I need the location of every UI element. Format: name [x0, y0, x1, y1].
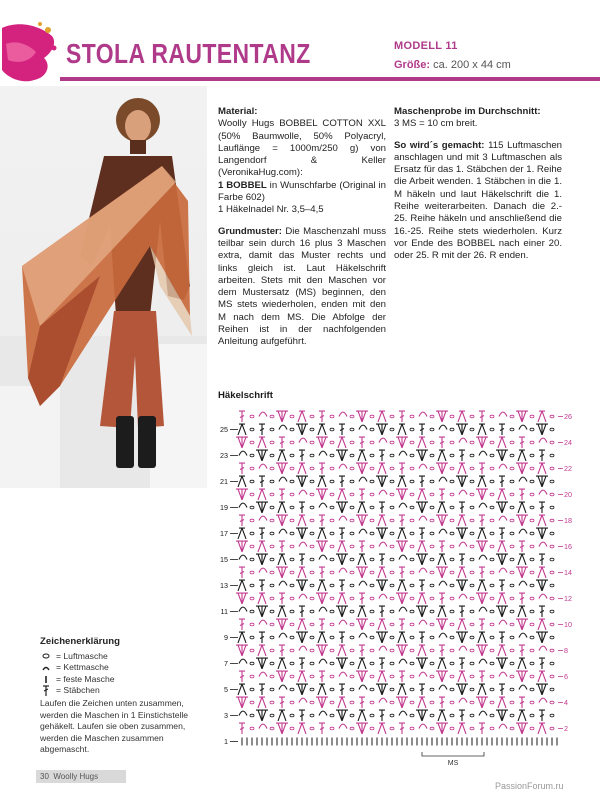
row-number-label: 11 [220, 607, 228, 616]
chart-row [239, 515, 554, 526]
row-number-label: 14 [564, 568, 572, 577]
chart-row [236, 593, 554, 604]
legend-label: = Luftmasche [56, 650, 108, 661]
chart-row [239, 606, 554, 617]
chart-row [236, 541, 554, 552]
row-number-label: 26 [564, 412, 572, 421]
row-number-label: 22 [564, 464, 572, 473]
row-number-label: 1 [224, 737, 228, 746]
double-crochet-icon [40, 685, 52, 697]
chart-row [239, 567, 554, 578]
brand-name: Woolly Hugs [53, 772, 99, 781]
legend-note: Laufen die Zeichen unten zusammen, werden die Maschen in 1 Einstichstelle gehäkelt. Laufen sie oben zusammen, werden die Maschen zusammen abgemascht. [40, 698, 189, 754]
row-number-label: 17 [220, 529, 228, 538]
legend-heading: Zeichenerklärung [40, 636, 120, 647]
chart-row [239, 554, 554, 565]
chart-row [239, 450, 554, 461]
legend-label: = Kettmasche [56, 662, 109, 672]
material-amount: 1 BOBBEL [218, 179, 267, 191]
grundmuster-text: Die Maschenzahl muss teilbar sein durch 16 plus 3 Maschen extra, damit das Muster rechts und links gleich ist. Laut Häkelschrift arbeiten. Stets mit den Maschen vor dem Mustersatz (MS) beginnen, den MS stets wiederholen, enden mit den M nach dem MS. Die Abfolge der Reihen ist in der nachfolgenden Anleitung aufgeführt. [218, 225, 386, 348]
row-number-label: 16 [564, 542, 572, 551]
row-number-label: 7 [224, 659, 228, 668]
page-title: STOLA RAUTENTANZ [66, 38, 311, 69]
row-number-label: 15 [220, 555, 228, 564]
chart-row [239, 502, 554, 513]
legend-label: = feste Masche [56, 673, 115, 684]
chart-row [239, 671, 554, 682]
instructions-text: 115 Luftmaschen anschlagen und mit 3 Luftmaschen als Ersatz für das 1. Stäbchen der 1. Reihe die Arbeit wenden. 1 Stäbchen in die 1. M häkeln und laut Häkelschrift die 1. Reihe weiterarbeiten. Danach die 2.- 25. Reihe häkeln und anschließend die 16.-25. Reihe stets wiederholen. Kurz vor Ende des BOBBEL nach einer 20. oder 25. R mit der 26. R enden. [394, 139, 562, 262]
row-number-label: 10 [564, 620, 572, 629]
grundmuster-section [218, 226, 386, 349]
repeat-label: MS [447, 760, 459, 767]
material-section [218, 106, 386, 217]
size-value: ca. 200 x 44 cm [433, 59, 511, 71]
row-number-label: 18 [564, 516, 572, 525]
row-number-label: 8 [564, 646, 568, 655]
row-number-label: 12 [564, 594, 572, 603]
instructions-heading: So wird´s gemacht: [394, 139, 485, 151]
single-crochet-icon [40, 675, 52, 684]
material-heading: Material: [218, 106, 258, 117]
chart-row [239, 658, 554, 669]
page-number: 30 [40, 772, 49, 781]
instructions-section [394, 140, 562, 263]
grundmuster-heading: Grundmuster: [218, 225, 282, 237]
row-number-label: 3 [224, 711, 228, 720]
material-color: in Wunschfarbe (Original in Farbe 602) [218, 179, 386, 204]
instructions-column [394, 106, 562, 272]
legend-item-chain [40, 651, 212, 663]
legend [40, 636, 212, 756]
row-number-label: 4 [564, 698, 568, 707]
material-column [218, 106, 386, 358]
model-photo [0, 86, 207, 488]
legend-item-double [40, 685, 212, 697]
chart-row [239, 411, 554, 422]
chart-row [239, 619, 554, 630]
chart-row [238, 580, 554, 591]
watermark: PassionForum.ru [495, 781, 564, 791]
row-number-label: 5 [224, 685, 228, 694]
slip-stitch-icon [40, 665, 52, 671]
row-number-label: 6 [564, 672, 568, 681]
row-number-label: 19 [220, 503, 228, 512]
model-number: MODELL 11 [394, 40, 458, 52]
row-number-label: 9 [224, 633, 228, 642]
legend-label: = Stäbchen [56, 685, 100, 696]
size-info [394, 59, 511, 71]
row-number-label: 25 [220, 425, 228, 434]
title-divider [60, 77, 600, 81]
chart-row [238, 632, 554, 643]
row-number-label: 24 [564, 438, 572, 447]
chart-row [238, 684, 554, 695]
chart-row [236, 697, 554, 708]
chart-title: Häkelschrift [218, 390, 273, 401]
chart-row [239, 463, 554, 474]
chart-row [242, 738, 557, 746]
repeat-bracket [422, 752, 484, 756]
gauge-section [394, 106, 562, 131]
chart-row [239, 710, 554, 721]
crochet-chart [216, 402, 588, 772]
chart-row [238, 528, 554, 539]
chart-row [239, 723, 554, 734]
chart-row [236, 489, 554, 500]
row-number-label: 23 [220, 451, 228, 460]
row-number-label: 21 [220, 477, 228, 486]
model-photo-illustration [0, 86, 207, 488]
row-number-label: 20 [564, 490, 572, 499]
chart-row [238, 476, 554, 487]
legend-item-slip [40, 662, 212, 674]
magenta-splash-graphic [0, 18, 58, 88]
row-number-label: 2 [564, 724, 568, 733]
chart-row [236, 437, 554, 448]
material-yarn: Woolly Hugs BOBBEL COTTON XXL (50% Baumwolle, 50% Polyacryl, Lauflänge = 1000m/250 g) von Langendorf & Keller (VeronikaHug.com): [218, 118, 386, 179]
chart-row [236, 645, 554, 656]
gauge-text: 3 MS = 10 cm breit. [394, 118, 478, 130]
material-hook: 1 Häkelnadel Nr. 3,5–4,5 [218, 204, 324, 216]
gauge-heading: Maschenprobe im Durchschnitt: [394, 106, 541, 117]
chain-stitch-icon [40, 653, 52, 659]
size-label: Größe: [394, 59, 431, 71]
legend-item-single [40, 674, 212, 686]
chart-row [238, 424, 554, 435]
row-number-label: 13 [220, 581, 228, 590]
page-footer [36, 770, 126, 783]
